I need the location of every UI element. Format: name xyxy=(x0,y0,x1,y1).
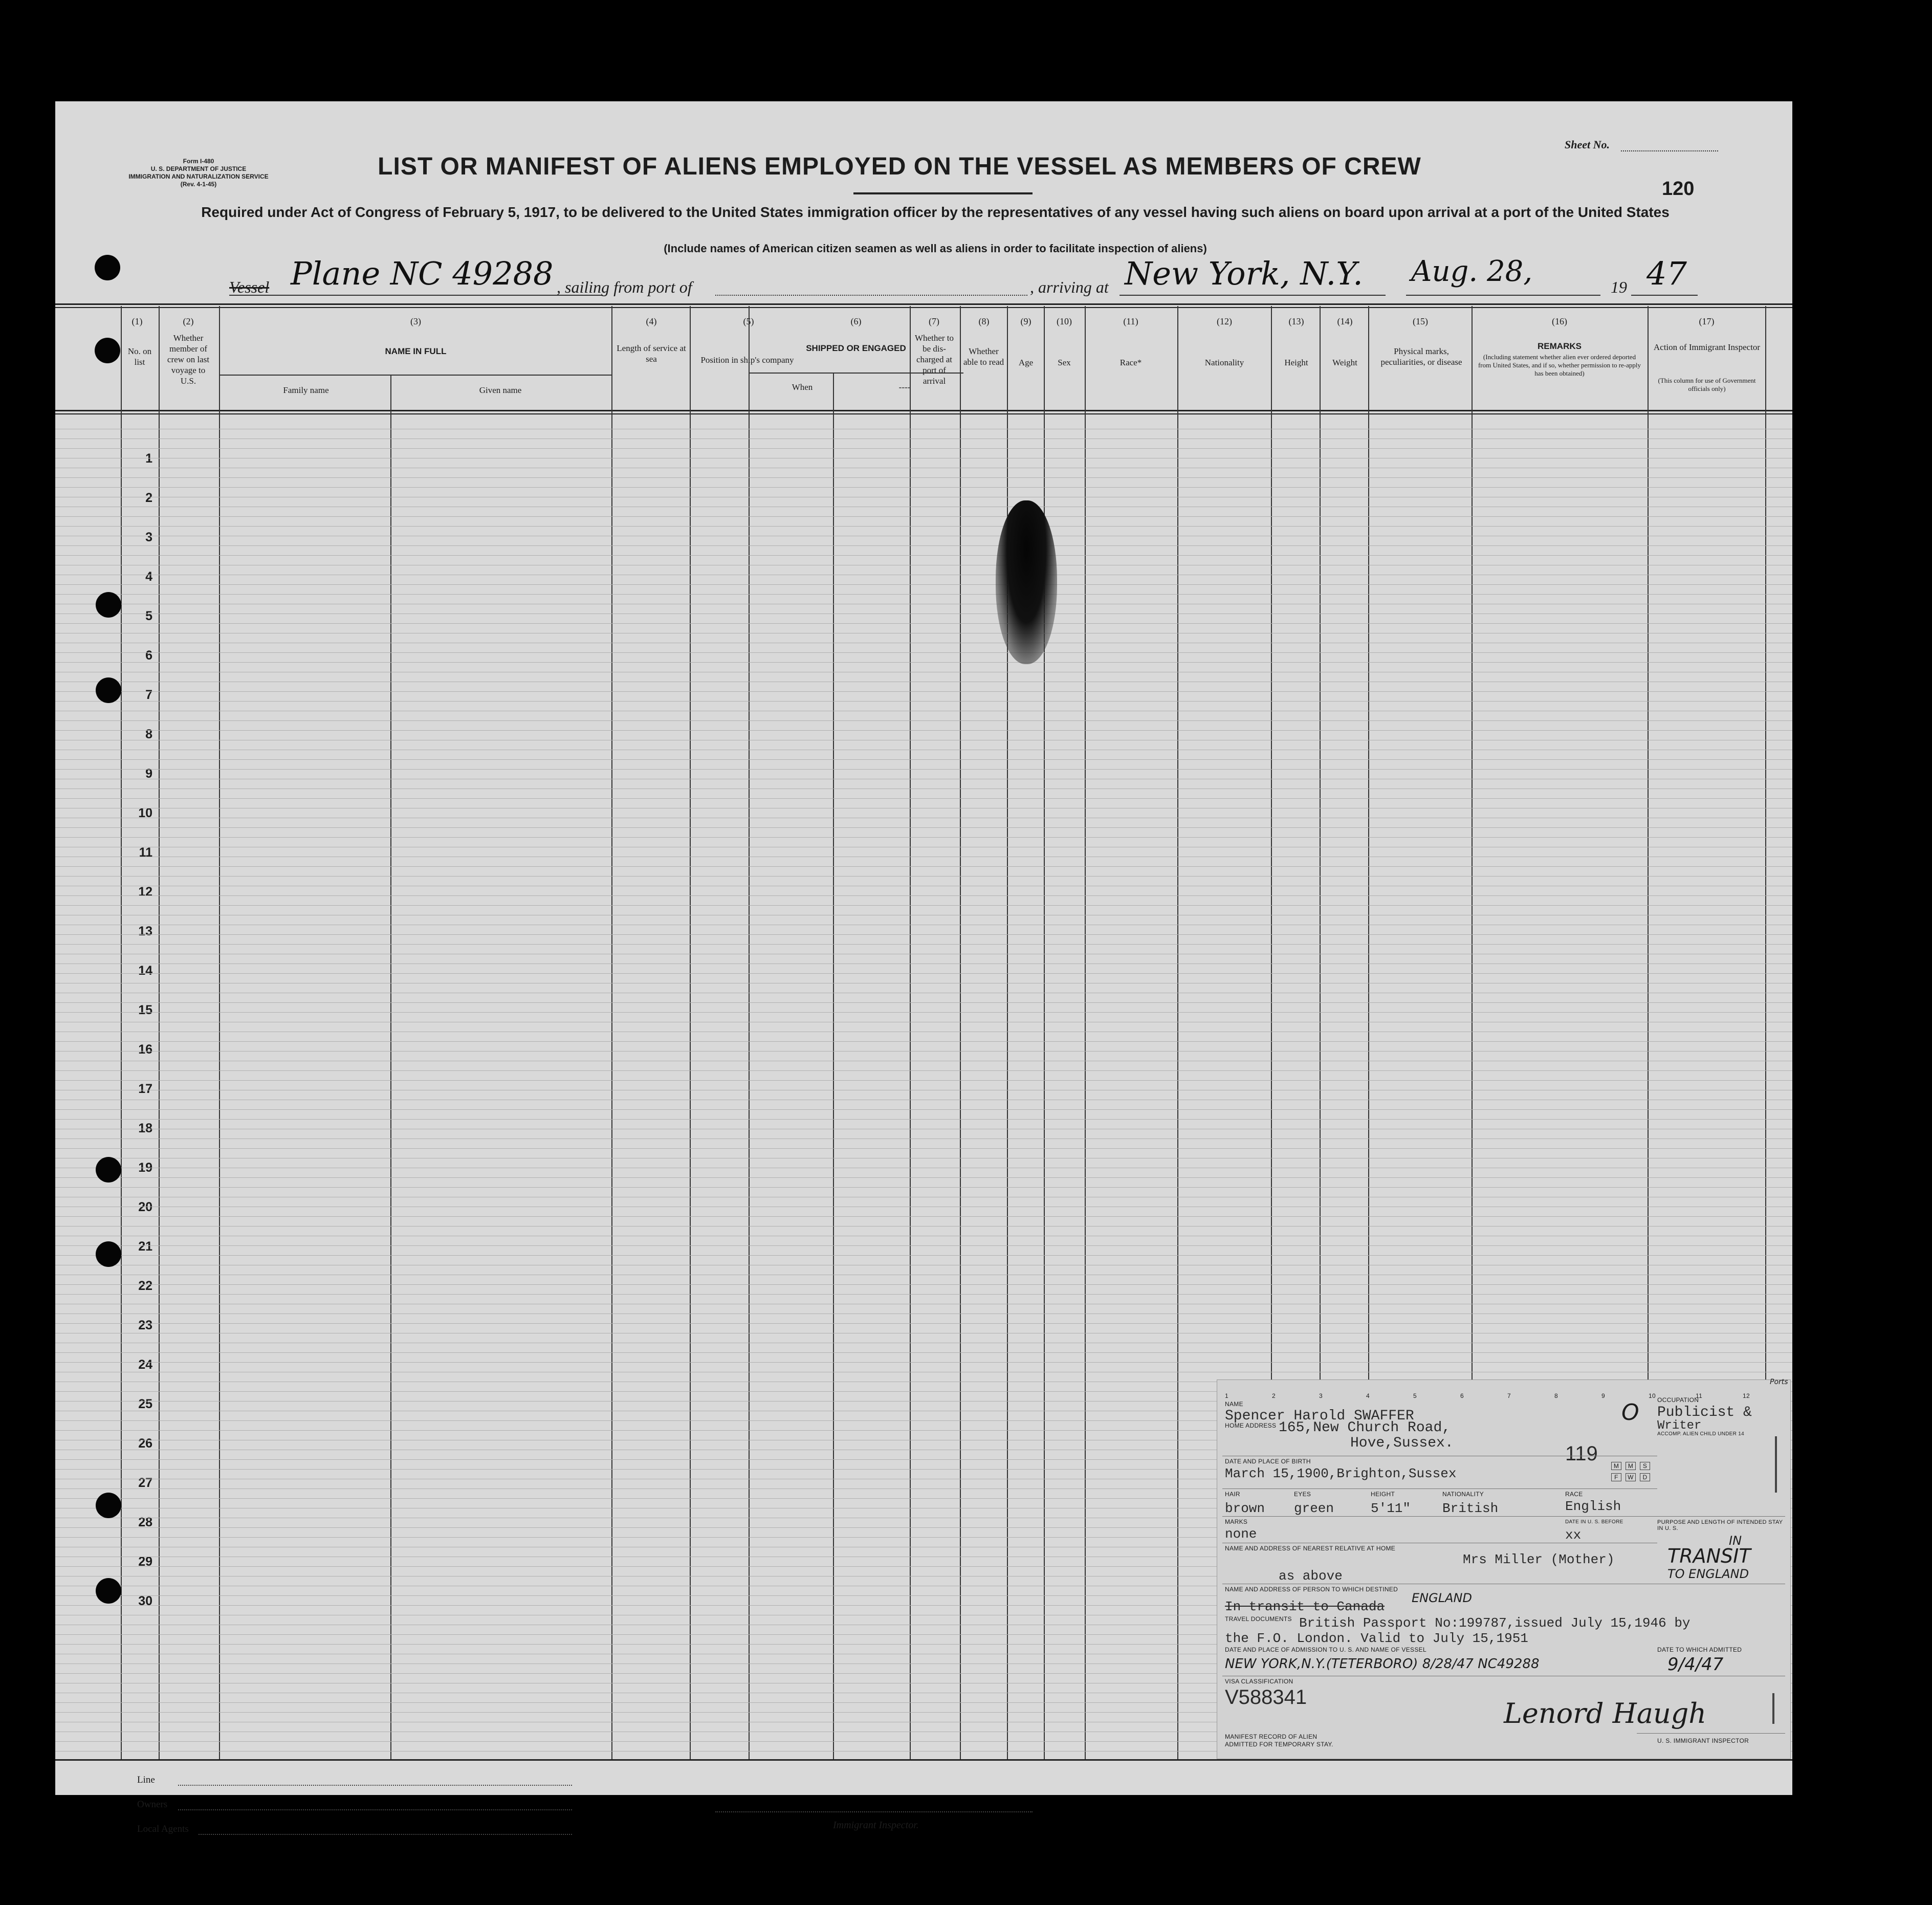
col-num-12: (12) xyxy=(1217,316,1232,326)
ruling-line xyxy=(55,662,1792,663)
title-underline xyxy=(853,192,1033,194)
manifest-sheet xyxy=(55,101,1792,1834)
given-name-label: Given name xyxy=(479,385,522,395)
ruling-line xyxy=(55,1323,1792,1324)
ruling-line xyxy=(55,1080,1792,1081)
card-column-number: 1 xyxy=(1225,1392,1228,1399)
shipped-when-label: When xyxy=(792,382,813,392)
footer-line-label: Line xyxy=(137,1775,155,1785)
card-relative-value: Mrs Miller (Mother) xyxy=(1463,1552,1615,1567)
card-destined-value-2: ENGLAND xyxy=(1412,1591,1472,1605)
ruling-line xyxy=(55,973,1792,974)
row-number: 27 xyxy=(138,1476,152,1490)
col-num-7: (7) xyxy=(929,316,939,326)
arriving-underline xyxy=(1119,295,1386,296)
card-admission-label: DATE AND PLACE OF ADMISSION TO U. S. AND NAME OF VESSEL xyxy=(1225,1646,1426,1653)
footer-line-field xyxy=(178,1785,572,1786)
ruling-line xyxy=(55,701,1792,702)
card-rule xyxy=(1637,1733,1785,1734)
card-rule xyxy=(1222,1516,1785,1517)
card-column-number: 8 xyxy=(1554,1392,1558,1399)
ruling-line xyxy=(55,1187,1792,1188)
ruling-line xyxy=(55,1070,1792,1071)
card-relative-label: NAME AND ADDRESS OF NEAREST RELATIVE AT HOME xyxy=(1225,1545,1396,1552)
sheet-number-label: Sheet No. xyxy=(1565,138,1610,151)
col-divider xyxy=(390,375,391,1759)
ruling-line xyxy=(55,1216,1792,1217)
col-num-10: (10) xyxy=(1057,316,1072,326)
ruling-line xyxy=(55,1226,1792,1227)
row-number: 19 xyxy=(138,1160,152,1175)
card-sex-box: D xyxy=(1640,1473,1650,1481)
arriving-port-value: New York, N.Y. xyxy=(1125,255,1363,292)
alien-record-card xyxy=(1217,1380,1791,1759)
ruling-line xyxy=(55,730,1792,731)
vessel-label: Vessel xyxy=(229,278,270,296)
punch-hole xyxy=(95,338,120,363)
ruling-line xyxy=(55,652,1792,653)
card-column-number: 9 xyxy=(1601,1392,1605,1399)
punch-hole xyxy=(95,255,120,280)
row-number: 29 xyxy=(138,1554,152,1569)
card-date-in-us-label: DATE IN U. S. BEFORE xyxy=(1565,1519,1623,1525)
card-nationality-label: NATIONALITY xyxy=(1442,1491,1484,1498)
header-top-rule-2 xyxy=(55,307,1792,308)
footer-owners-label: Owners xyxy=(137,1799,168,1810)
table-bottom-rule xyxy=(55,1759,1792,1761)
col-label-14: Weight xyxy=(1332,358,1357,367)
ruling-line xyxy=(55,944,1792,945)
ruling-line xyxy=(55,691,1792,692)
arrival-date-value: Aug. 28, xyxy=(1411,255,1533,288)
card-destined-value: In transit to Canada xyxy=(1225,1599,1385,1614)
ruling-line xyxy=(55,526,1792,527)
card-travel-label: TRAVEL DOCUMENTS xyxy=(1225,1615,1292,1623)
ruling-line xyxy=(55,720,1792,721)
col-label-3: NAME IN FULL xyxy=(385,346,447,356)
ruling-line xyxy=(55,837,1792,838)
row-number: 1 xyxy=(145,451,152,466)
col-label-4: Length of service at sea xyxy=(617,343,686,364)
ruling-line xyxy=(55,1012,1792,1013)
col-divider xyxy=(611,306,612,1759)
ruling-line xyxy=(55,905,1792,906)
col-num-1: (1) xyxy=(131,316,143,326)
row-number: 15 xyxy=(138,1003,152,1017)
row-number: 5 xyxy=(145,609,152,623)
ruling-line xyxy=(55,895,1792,896)
card-inspector-label: U. S. IMMIGRANT INSPECTOR xyxy=(1657,1737,1749,1744)
card-travel-value-2: the F.O. London. Valid to July 15,1951 xyxy=(1225,1631,1528,1646)
card-manifest-label-2: ADMITTED FOR TEMPORARY STAY. xyxy=(1225,1741,1333,1748)
col-note-17: (This column for use of Government officials only) xyxy=(1658,377,1756,392)
card-column-number: 12 xyxy=(1743,1392,1750,1399)
punch-hole xyxy=(96,592,121,618)
card-visa-value: V588341 xyxy=(1225,1686,1307,1709)
ruling-line xyxy=(55,1051,1792,1052)
ruling-line xyxy=(55,1041,1792,1042)
ruling-line xyxy=(55,477,1792,478)
col-divider xyxy=(1177,306,1178,1759)
col-label-12: Nationality xyxy=(1204,358,1244,367)
card-hair-value: brown xyxy=(1225,1501,1265,1516)
col-label-1: No. on list xyxy=(127,346,152,367)
card-occupation-label: OCCUPATION xyxy=(1657,1396,1699,1404)
card-column-number: 5 xyxy=(1413,1392,1417,1399)
card-column-number: 10 xyxy=(1649,1392,1656,1399)
col-num-4: (4) xyxy=(646,316,657,326)
row-number: 24 xyxy=(138,1357,152,1372)
ruling-line xyxy=(55,594,1792,595)
footer-agents-label: Local Agents xyxy=(137,1824,189,1834)
card-race-label: RACE xyxy=(1565,1491,1583,1498)
card-occupation-value-2: Writer xyxy=(1657,1419,1702,1433)
card-circle-mark: O xyxy=(1621,1399,1639,1426)
row-number: 7 xyxy=(145,688,152,702)
punch-hole xyxy=(96,1493,121,1518)
col-num-14: (14) xyxy=(1337,316,1353,326)
card-date-to-which-label: DATE TO WHICH ADMITTED xyxy=(1657,1646,1742,1653)
col-divider xyxy=(159,306,160,1759)
punch-hole xyxy=(96,1241,121,1267)
col-num-13: (13) xyxy=(1288,316,1304,326)
ruling-line xyxy=(55,1177,1792,1178)
col-num-5: (5) xyxy=(743,316,754,326)
card-number: 119 xyxy=(1565,1442,1598,1465)
card-occupation-value: Publicist & xyxy=(1657,1405,1752,1420)
row-number: 28 xyxy=(138,1515,152,1529)
card-name-value: Spencer Harold SWAFFER xyxy=(1225,1408,1414,1424)
card-sex-box: S xyxy=(1640,1462,1650,1470)
row-number: 21 xyxy=(138,1239,152,1254)
card-name-label: NAME xyxy=(1225,1400,1243,1408)
card-destined-label: NAME AND ADDRESS OF PERSON TO WHICH DESTINED xyxy=(1225,1586,1398,1593)
ruling-line xyxy=(55,555,1792,556)
col-label-11: Race* xyxy=(1119,358,1142,367)
footer-owners-field xyxy=(178,1809,572,1810)
ruling-line xyxy=(55,545,1792,546)
card-date-in-us-value: xx xyxy=(1565,1527,1582,1543)
col-label-10: Sex xyxy=(1058,358,1071,367)
card-hair-label: HAIR xyxy=(1225,1491,1240,1498)
col-num-11: (11) xyxy=(1123,316,1138,326)
form-note: (Include names of American citizen seamen as well as aliens in order to facilitate inspection of aliens) xyxy=(664,242,1207,255)
row-number: 11 xyxy=(139,845,152,860)
punch-hole xyxy=(96,1157,121,1183)
form-subtitle: Required under Act of Congress of February 5, 1917, to be delivered to the United States immigration officer by the representatives of any vessel having such aliens on board upon arrival at a port of the United States xyxy=(201,204,1670,220)
ruling-line xyxy=(55,1255,1792,1256)
card-relative-address: as above xyxy=(1279,1568,1343,1584)
card-race-value: English xyxy=(1565,1499,1621,1514)
card-sex-box: F xyxy=(1611,1473,1621,1481)
year-value: 47 xyxy=(1646,255,1687,292)
ruling-line xyxy=(55,623,1792,624)
ruling-line xyxy=(55,1148,1792,1149)
card-home-label: HOME ADDRESS xyxy=(1225,1422,1277,1429)
arriving-label: , arriving at xyxy=(1030,278,1109,296)
col-label-17: Action of Immigrant Inspector xyxy=(1653,342,1761,352)
row-number: 14 xyxy=(138,964,152,978)
col-label-9: Age xyxy=(1018,358,1034,367)
card-sex-box: M xyxy=(1626,1462,1636,1470)
col-divider xyxy=(690,306,691,1759)
col-num-9: (9) xyxy=(1020,316,1031,326)
ruling-line xyxy=(55,1284,1792,1285)
card-eyes-value: green xyxy=(1294,1501,1334,1516)
row-number: 8 xyxy=(145,727,152,741)
col-note-16: (Including statement whether alien ever ordered deported from United States, and if so, whether permission to re-apply has been obtained) xyxy=(1478,353,1641,377)
col-num-3: (3) xyxy=(410,316,421,326)
row-number: 3 xyxy=(145,530,152,544)
card-height-value: 5'11" xyxy=(1371,1501,1411,1516)
row-number: 10 xyxy=(138,806,152,820)
name-subheader-rule xyxy=(220,375,611,376)
shipped-where-label: ---- xyxy=(898,382,911,392)
row-number: 25 xyxy=(138,1397,152,1411)
year-prefix: 19 xyxy=(1611,278,1627,296)
row-number: 30 xyxy=(138,1594,152,1608)
col-label-5: Position in ship's company xyxy=(700,355,794,365)
ruling-line xyxy=(55,759,1792,760)
row-number: 18 xyxy=(138,1121,152,1135)
header-top-rule xyxy=(55,303,1792,305)
ruling-line xyxy=(55,487,1792,488)
ruling-line xyxy=(55,827,1792,828)
sheet-number-line xyxy=(1621,150,1718,151)
card-column-number: 11 xyxy=(1696,1392,1703,1399)
row-number: 16 xyxy=(138,1042,152,1057)
card-birth-label: DATE AND PLACE OF BIRTH xyxy=(1225,1458,1311,1465)
row-number: 9 xyxy=(145,767,152,781)
ruling-line xyxy=(55,769,1792,770)
row-number: 23 xyxy=(138,1318,152,1332)
punch-hole xyxy=(96,677,121,703)
card-home-value-1: 165,New Church Road, xyxy=(1279,1420,1451,1436)
page-number: 120 xyxy=(1662,178,1695,200)
ruling-line xyxy=(55,1313,1792,1314)
ruling-line xyxy=(55,516,1792,517)
col-divider xyxy=(960,306,961,1759)
ruling-line xyxy=(55,1119,1792,1120)
card-admission-value: NEW YORK,N.Y.(TETERBORO) 8/28/47 NC49288 xyxy=(1225,1656,1540,1672)
row-number: 2 xyxy=(145,491,152,505)
card-birth-value: March 15,1900,Brighton,Sussex xyxy=(1225,1466,1457,1481)
date-underline xyxy=(1406,295,1600,296)
col-label-15: Physical marks, peculiarities, or disease xyxy=(1380,346,1462,367)
col-num-15: (15) xyxy=(1413,316,1428,326)
card-column-number: 2 xyxy=(1272,1392,1276,1399)
col-divider xyxy=(833,373,834,1759)
col-num-17: (17) xyxy=(1699,316,1715,326)
card-column-number: 4 xyxy=(1366,1392,1370,1399)
ruling-line xyxy=(55,866,1792,867)
ruling-line xyxy=(55,1352,1792,1353)
year-underline xyxy=(1631,295,1698,296)
card-accomp-label: ACCOMP. ALIEN CHILD UNDER 14 xyxy=(1657,1431,1744,1437)
vessel-value: Plane NC 49288 xyxy=(291,255,554,292)
card-inspector-signature: Lenord Haugh xyxy=(1504,1697,1707,1729)
ruling-line xyxy=(55,1294,1792,1295)
inspector-signature-line xyxy=(715,1811,1033,1812)
vessel-underline xyxy=(229,295,603,296)
footer-agents-field xyxy=(199,1834,572,1835)
punch-hole xyxy=(96,1578,121,1604)
card-sex-box: W xyxy=(1626,1473,1636,1481)
col-num-2: (2) xyxy=(183,316,194,326)
col-label-16: REMARKS xyxy=(1538,341,1582,351)
row-number: 26 xyxy=(138,1436,152,1451)
card-column-number: 6 xyxy=(1460,1392,1464,1399)
col-label-7: Whether to be dis-charged at port of arrival xyxy=(915,333,954,386)
col-divider xyxy=(121,306,122,1759)
card-ink-stroke xyxy=(1775,1436,1777,1493)
card-ink-stroke xyxy=(1772,1693,1774,1724)
row-number: 13 xyxy=(138,924,152,938)
ink-stain xyxy=(996,500,1057,664)
sailing-label: , sailing from port of xyxy=(557,278,692,296)
col-num-16: (16) xyxy=(1552,316,1567,326)
ruling-line xyxy=(55,448,1792,449)
ruling-line xyxy=(55,1138,1792,1139)
card-nationality-value: British xyxy=(1442,1501,1499,1516)
col-label-8: Whether able to read xyxy=(963,346,1004,367)
ruling-line xyxy=(55,798,1792,799)
card-purpose-value-1: IN xyxy=(1729,1534,1742,1548)
card-sex-box: M xyxy=(1611,1462,1621,1470)
card-date-to-which-value: 9/4/47 xyxy=(1667,1654,1724,1675)
col-num-6: (6) xyxy=(850,316,862,326)
sailing-port-line xyxy=(715,295,1027,296)
card-column-number: 3 xyxy=(1319,1392,1323,1399)
col-label-6: SHIPPED OR ENGAGED xyxy=(806,343,906,353)
card-eyes-label: EYES xyxy=(1294,1491,1311,1498)
card-rule xyxy=(1222,1488,1657,1489)
row-number: 6 xyxy=(145,648,152,663)
card-manifest-label-1: MANIFEST RECORD OF ALIEN xyxy=(1225,1733,1318,1740)
row-number: 12 xyxy=(138,885,152,899)
row-number: 20 xyxy=(138,1200,152,1214)
card-travel-value-1: British Passport No:199787,issued July 15,1946 by xyxy=(1299,1615,1690,1631)
card-home-value-2: Hove,Sussex. xyxy=(1350,1435,1454,1451)
card-marks-label: MARKS xyxy=(1225,1518,1248,1525)
col-divider xyxy=(219,306,220,1759)
card-purpose-label: PURPOSE AND LENGTH OF INTENDED STAY IN U. S. xyxy=(1657,1519,1783,1531)
row-number: 17 xyxy=(138,1082,152,1096)
family-name-label: Family name xyxy=(283,385,329,395)
card-column-number: 7 xyxy=(1507,1392,1511,1399)
ruling-line xyxy=(55,1109,1792,1110)
card-height-label: HEIGHT xyxy=(1371,1491,1395,1498)
col-label-13: Height xyxy=(1284,358,1308,367)
row-number: 22 xyxy=(138,1279,152,1293)
ruling-line xyxy=(55,876,1792,877)
ruling-line xyxy=(55,584,1792,585)
ruling-line xyxy=(55,1362,1792,1363)
ruling-line xyxy=(55,1002,1792,1003)
form-identifier: Form I-480 U. S. DEPARTMENT OF JUSTICE IMMIGRATION AND NATURALIZATION SERVICE (Rev. 4-1-45) xyxy=(128,158,269,188)
header-bottom-rule xyxy=(55,410,1792,411)
card-purpose-value-3: TO ENGLAND xyxy=(1667,1567,1749,1581)
col-label-2: Whether member of crew on last voyage to U.S. xyxy=(167,333,210,386)
card-purpose-value-2: TRANSIT xyxy=(1667,1545,1751,1567)
ruling-line xyxy=(55,1245,1792,1246)
card-corner-mark: Ports xyxy=(1770,1378,1788,1386)
col-divider xyxy=(749,306,750,1759)
row-number: 4 xyxy=(145,570,152,584)
header-bottom-rule-2 xyxy=(55,413,1792,414)
card-marks-value: none xyxy=(1225,1526,1257,1542)
ruling-line xyxy=(55,934,1792,935)
card-visa-label: VISA CLASSIFICATION xyxy=(1225,1678,1293,1685)
col-num-8: (8) xyxy=(978,316,990,326)
col-divider xyxy=(910,306,911,1759)
inspector-label: Immigrant Inspector. xyxy=(833,1820,919,1831)
page-title: LIST OR MANIFEST OF ALIENS EMPLOYED ON THE VESSEL AS MEMBERS OF CREW xyxy=(378,153,1421,180)
col-divider xyxy=(1085,306,1086,1759)
